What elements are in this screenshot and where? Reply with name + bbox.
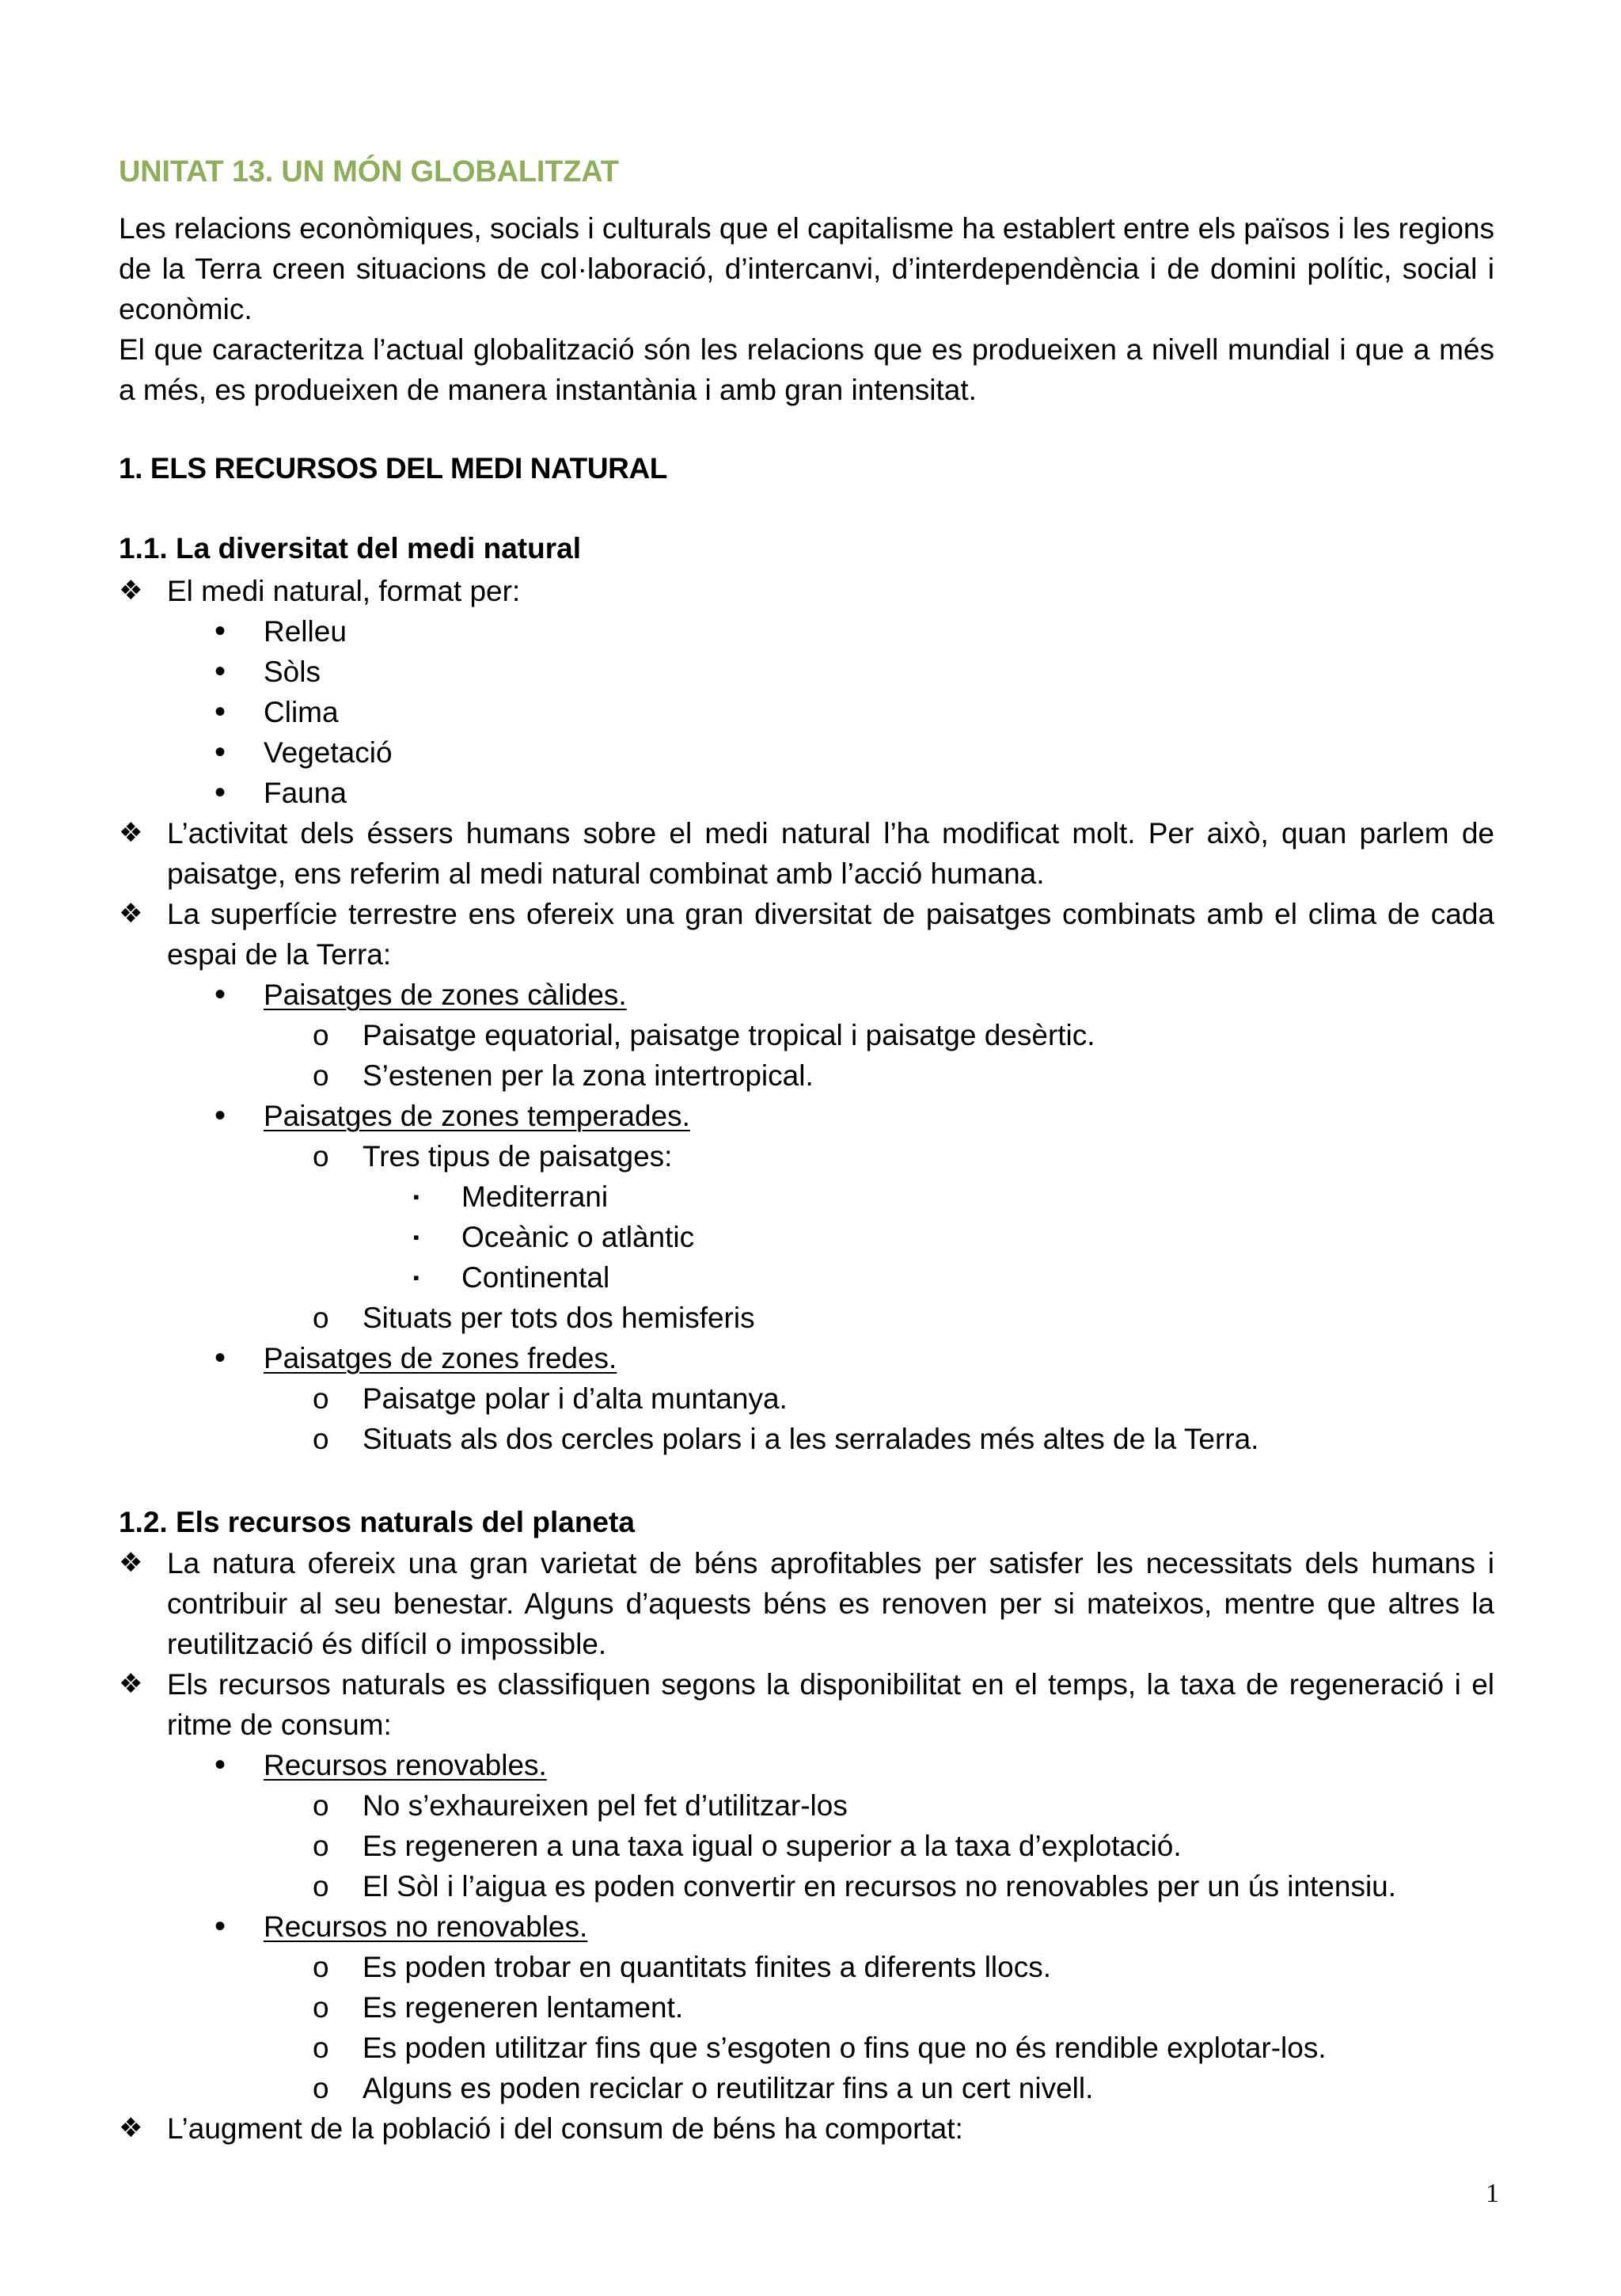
subsection-1-1-content: [119, 571, 1494, 1459]
diamond-bullet-icon: ❖: [119, 575, 143, 606]
list-item-recursos-no-renovables: • Recursos no renovables.: [119, 1906, 1494, 1947]
circle-bullet-icon: o: [313, 1870, 329, 1903]
circle-bullet-icon: o: [313, 1302, 329, 1334]
subsection-heading-1-2: 1.2. Els recursos naturals del planeta: [119, 1506, 635, 1538]
list-item-zones-fredes: • Paisatges de zones fredes.: [119, 1338, 1494, 1378]
dot-bullet-icon: •: [214, 1747, 226, 1782]
intro-paragraph-2: [119, 329, 1494, 410]
bullet-superficie-terrestre: ❖ La superfície terrestre ens ofereix una gran diversitat de paisatges combinats amb el clima de cada espai de la Terra:: [119, 894, 1494, 975]
dot-bullet-icon: •: [214, 735, 226, 770]
subsection-heading-1-1: 1.1. La diversitat del medi natural: [119, 532, 581, 564]
document-title: UNITAT 13. UN MÓN GLOBALITZAT: [119, 155, 619, 189]
bullet-classificacio: ❖ Els recursos naturals es classifiquen segons la disponibilitat en el temps, la taxa de regeneració i el ritme de consum:: [119, 1664, 1494, 1745]
list-item: • Vegetació: [119, 732, 1494, 773]
circle-bullet-icon: o: [313, 1789, 329, 1822]
dot-bullet-icon: •: [214, 1909, 226, 1944]
circle-bullet-icon: o: [313, 1951, 329, 1983]
list-item: ▪ Continental: [119, 1257, 1494, 1298]
bullet-activitat-humana: ❖ L’activitat dels éssers humans sobre el medi natural l’ha modificat molt. Per això, quan parlem de paisatge, ens referim al medi natural combinat amb l’acció humana.: [119, 813, 1494, 894]
dot-bullet-icon: •: [214, 977, 226, 1012]
list-item: o Paisatge polar i d’alta muntanya.: [119, 1378, 1494, 1419]
circle-bullet-icon: o: [313, 1382, 329, 1415]
subsection-1-2-content: [119, 1543, 1494, 2149]
bullet-natura-ofereix: ❖ La natura ofereix una gran varietat de béns aprofitables per satisfer les necessitats dels humans i contribuir al seu benestar. Alguns d’aquests béns es renoven per si mateixos, mentre que altres la reutilització és difícil o impossible.: [119, 1543, 1494, 1664]
list-item: • Sòls: [119, 652, 1494, 692]
diamond-bullet-icon: ❖: [119, 1668, 143, 1700]
list-item-zones-calides: • Paisatges de zones càlides.: [119, 975, 1494, 1015]
list-item-zones-temperades: • Paisatges de zones temperades.: [119, 1096, 1494, 1136]
list-item: • Relleu: [119, 611, 1494, 652]
list-item: o Situats als dos cercles polars i a les serralades més altes de la Terra.: [119, 1419, 1494, 1459]
square-bullet-icon: ▪: [413, 1227, 419, 1247]
dot-bullet-icon: •: [214, 1340, 226, 1375]
list-item: o Es regeneren lentament.: [119, 1987, 1494, 2028]
circle-bullet-icon: o: [313, 2032, 329, 2064]
list-item: o Es poden trobar en quantitats finites a diferents llocs.: [119, 1947, 1494, 1987]
list-item: o Es poden utilitzar fins que s’esgoten o fins que no és rendible explotar-los.: [119, 2028, 1494, 2068]
list-item: o S’estenen per la zona intertropical.: [119, 1055, 1494, 1096]
circle-bullet-icon: o: [313, 1059, 329, 1092]
list-item: o El Sòl i l’aigua es poden convertir en recursos no renovables per un ús intensiu.: [119, 1866, 1494, 1906]
list-item: ▪ Oceànic o atlàntic: [119, 1217, 1494, 1257]
diamond-bullet-icon: ❖: [119, 2112, 143, 2144]
dot-bullet-icon: •: [214, 614, 226, 648]
square-bullet-icon: ▪: [413, 1268, 419, 1287]
list-item: o Situats per tots dos hemisferis: [119, 1298, 1494, 1338]
list-item: • Fauna: [119, 773, 1494, 813]
list-item: o No s’exhaureixen pel fet d’utilitzar-los: [119, 1785, 1494, 1826]
list-item: o Es regeneren a una taxa igual o superior a la taxa d’explotació.: [119, 1826, 1494, 1866]
dot-bullet-icon: •: [214, 775, 226, 810]
intro-text-1: Les relacions econòmiques, socials i culturals que el capitalisme ha establert entre els països i les regions de la Terra creen situacions de col·laboració, d’intercanvi, d’interdependència i de domini polític, social i econòmic.: [119, 212, 1494, 325]
square-bullet-icon: ▪: [413, 1187, 419, 1207]
list-item: • Clima: [119, 692, 1494, 732]
circle-bullet-icon: o: [313, 1019, 329, 1051]
list-item: o Paisatge equatorial, paisatge tropical i paisatge desèrtic.: [119, 1015, 1494, 1055]
intro-text-2: El que caracteritza l’actual globalització són les relacions que es produeixen a nivell mundial i que a més a més, es produeixen de manera instantània i amb gran intensitat.: [119, 333, 1494, 406]
diamond-bullet-icon: ❖: [119, 817, 143, 849]
list-item: ▪ Mediterrani: [119, 1177, 1494, 1217]
section-heading-1: 1. ELS RECURSOS DEL MEDI NATURAL: [119, 452, 668, 485]
diamond-bullet-icon: ❖: [119, 1547, 143, 1579]
diamond-bullet-icon: ❖: [119, 898, 143, 929]
bullet-augment-poblacio: ❖ L’augment de la població i del consum de béns ha comportat:: [119, 2108, 1494, 2149]
circle-bullet-icon: o: [313, 2072, 329, 2104]
dot-bullet-icon: •: [214, 654, 226, 689]
page-number: 1: [1486, 2179, 1499, 2208]
dot-bullet-icon: •: [214, 1098, 226, 1133]
circle-bullet-icon: o: [313, 1830, 329, 1862]
list-item: o Alguns es poden reciclar o reutilitzar fins a un cert nivell.: [119, 2068, 1494, 2108]
dot-bullet-icon: •: [214, 694, 226, 729]
intro-paragraph-1: [119, 208, 1494, 329]
circle-bullet-icon: o: [313, 1423, 329, 1455]
list-item: o Tres tipus de paisatges:: [119, 1136, 1494, 1177]
list-item-recursos-renovables: • Recursos renovables.: [119, 1745, 1494, 1785]
bullet-medi-natural: ❖ El medi natural, format per:: [119, 571, 1494, 611]
circle-bullet-icon: o: [313, 1991, 329, 2024]
circle-bullet-icon: o: [313, 1140, 329, 1173]
